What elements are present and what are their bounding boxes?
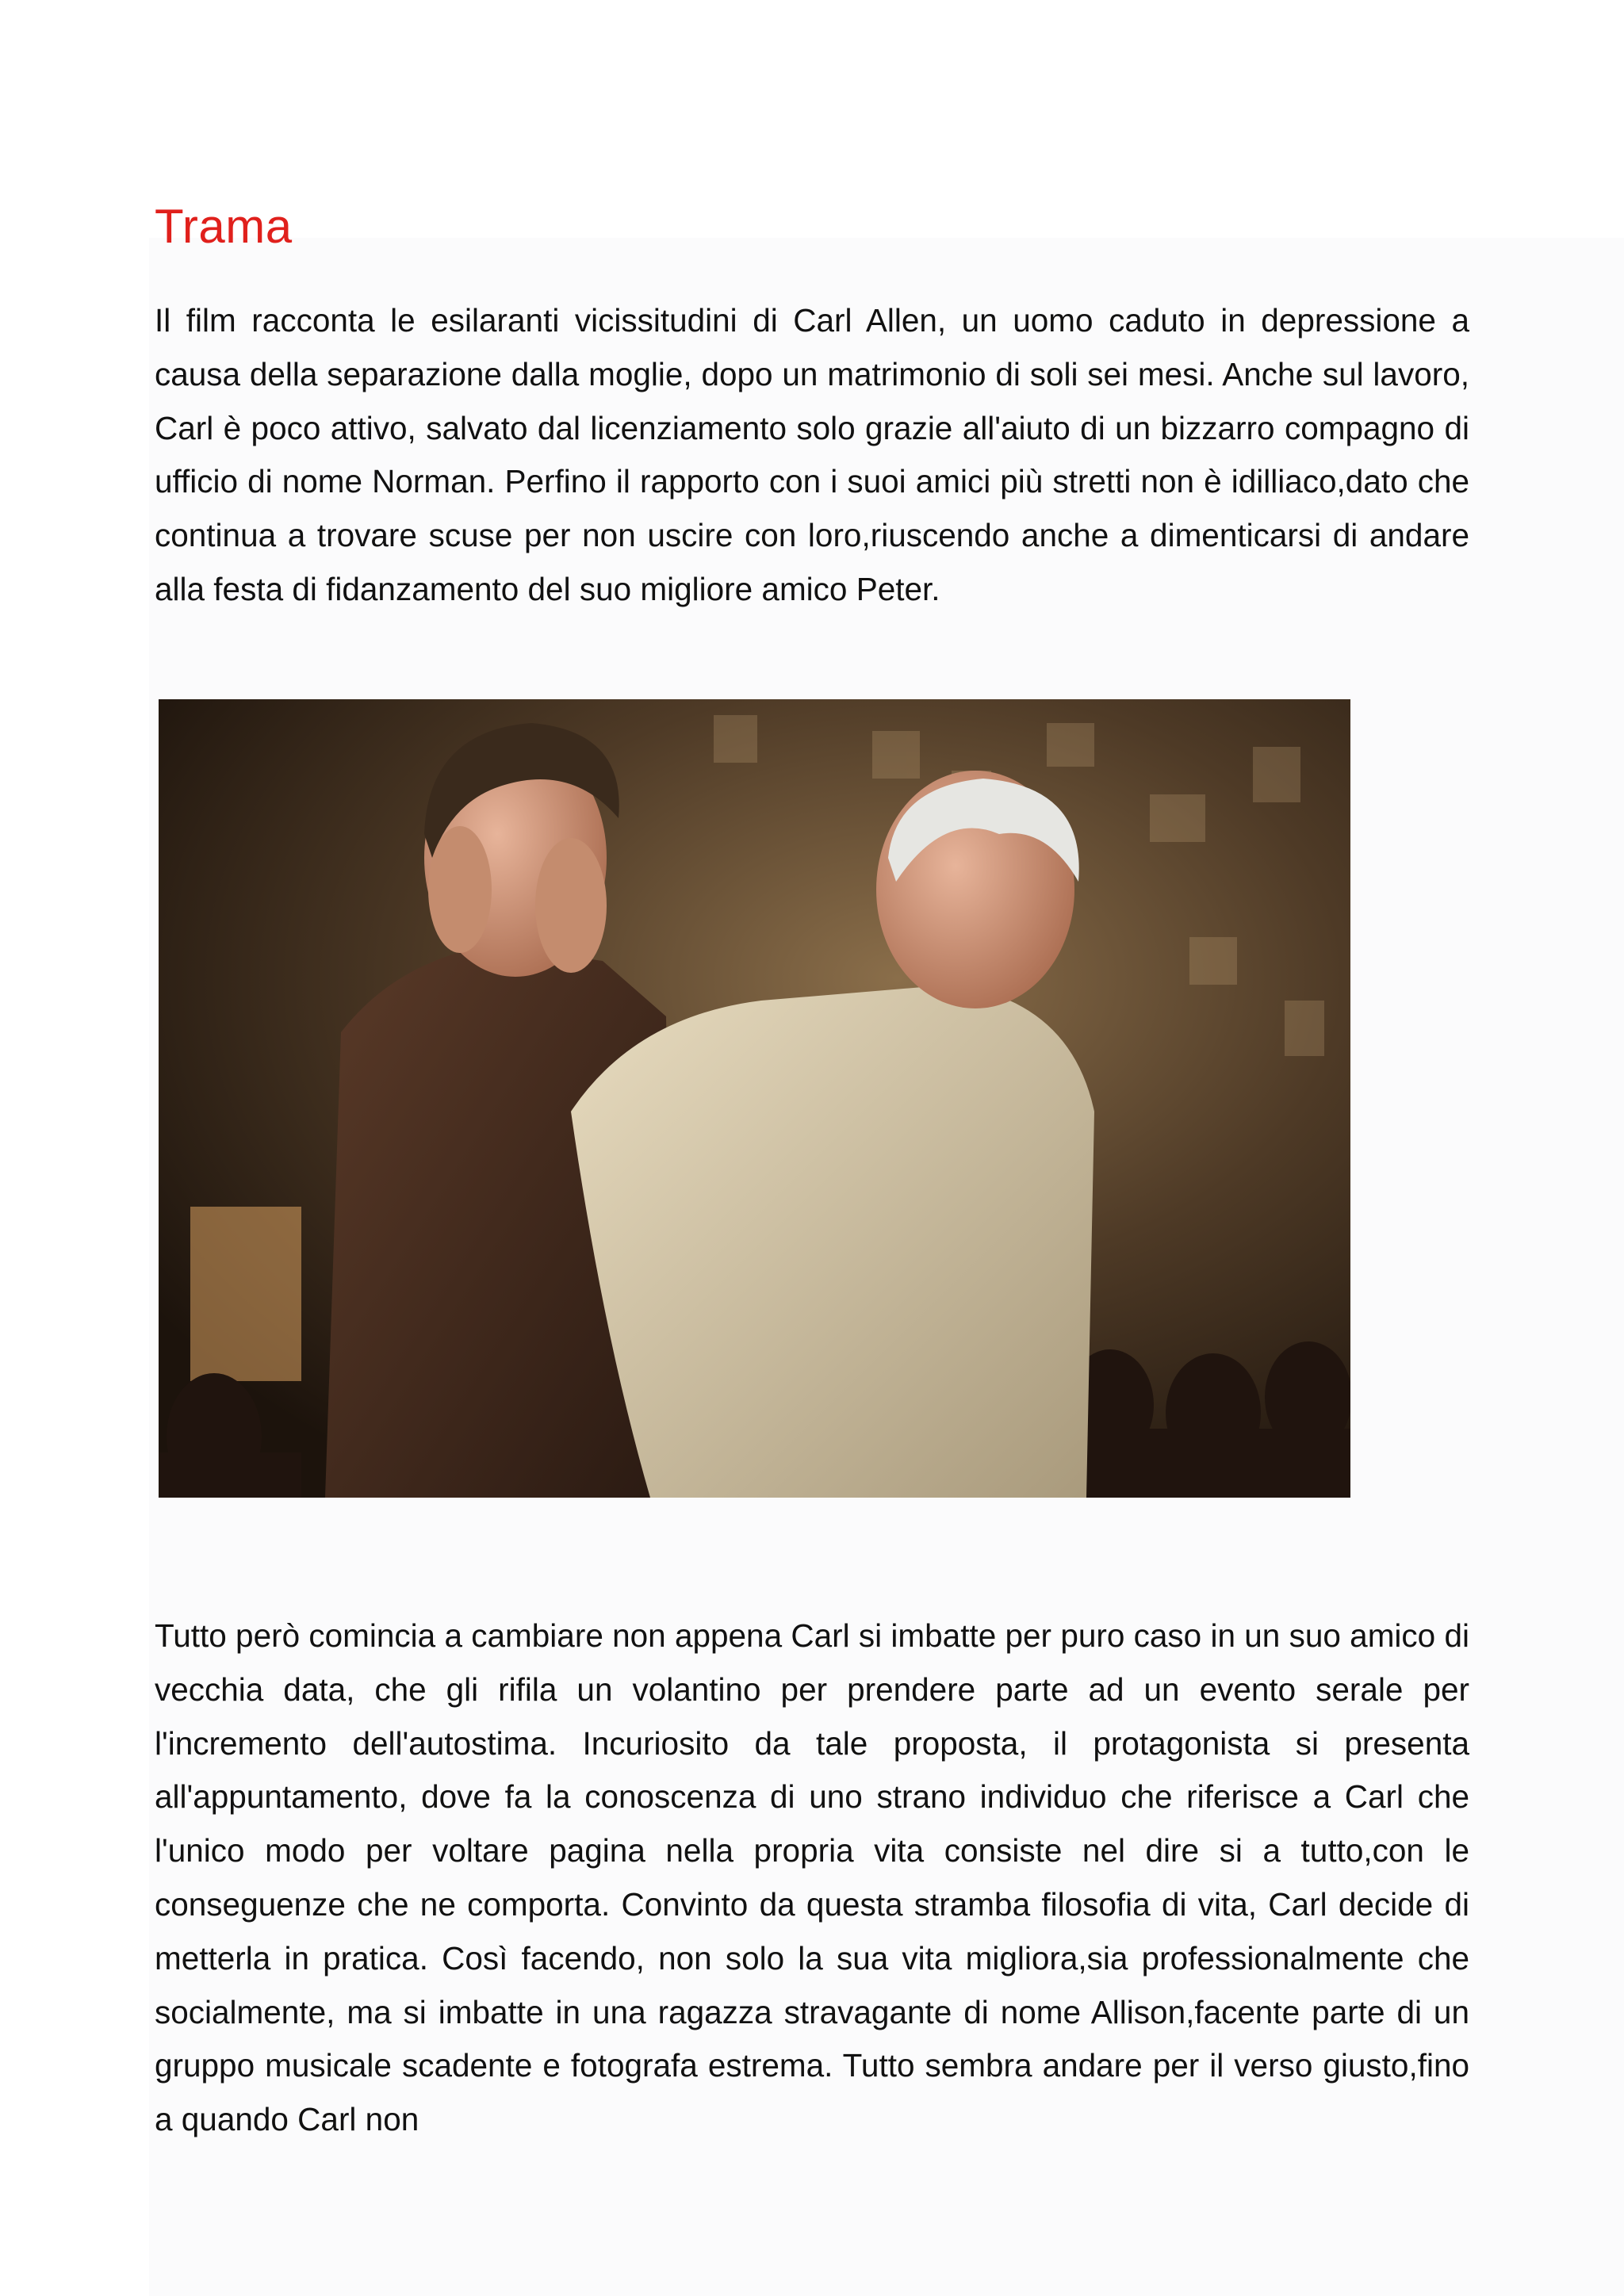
photo-left-hand xyxy=(535,838,607,973)
plot-paragraph-2: Tutto però comincia a cambiare non appena Carl si imbatte per puro caso in un suo amico di vecchia data, che gli rifila un volantino per prendere parte ad un evento serale per l'incremento dell'autostima. Incuriosito da tale proposta, il protagonista si presenta all'appuntamento, dove fa la conoscenza di uno strano individuo che riferisce a Carl che l'unico modo per voltare pagina nella propria vita consiste nel dire si a tutto,con le conseguenze che ne comporta. Convinto da questa stramba filosofia di vita, Carl decide di metterla in pratica. Così facendo, non solo la sua vita migliora,sia professionalmente che socialmente, ma si imbatte in una ragazza stravagante di nome Allison,facente parte di un gruppo musicale scadente e fotografa estrema. Tutto sembra andare per il verso giusto,fino a quando Carl non xyxy=(155,1617,1469,2138)
film-still-photo xyxy=(159,699,1350,1498)
section-heading: Trama xyxy=(155,200,293,253)
photo-window-light xyxy=(190,1207,301,1381)
photo-right-hand xyxy=(428,826,492,953)
plot-paragraph-1: Il film racconta le esilaranti vicissitudini di Carl Allen, un uomo caduto in depressione a causa della separazione dalla moglie, dopo un matrimonio di soli sei mesi. Anche sul lavoro, Carl è poco attivo, salvato dal licenziamento solo grazie all'aiuto di un bizzarro compagno di ufficio di nome Norman. Perfino il rapporto con i suoi amici più stretti non è idilliaco,dato che continua a trovare scuse per non uscire con loro,riuscendo anche a dimenticarsi di andare alla festa di fidanzamento del suo migliore amico Peter. xyxy=(155,302,1469,607)
photo-right-man-body xyxy=(571,985,1094,1498)
